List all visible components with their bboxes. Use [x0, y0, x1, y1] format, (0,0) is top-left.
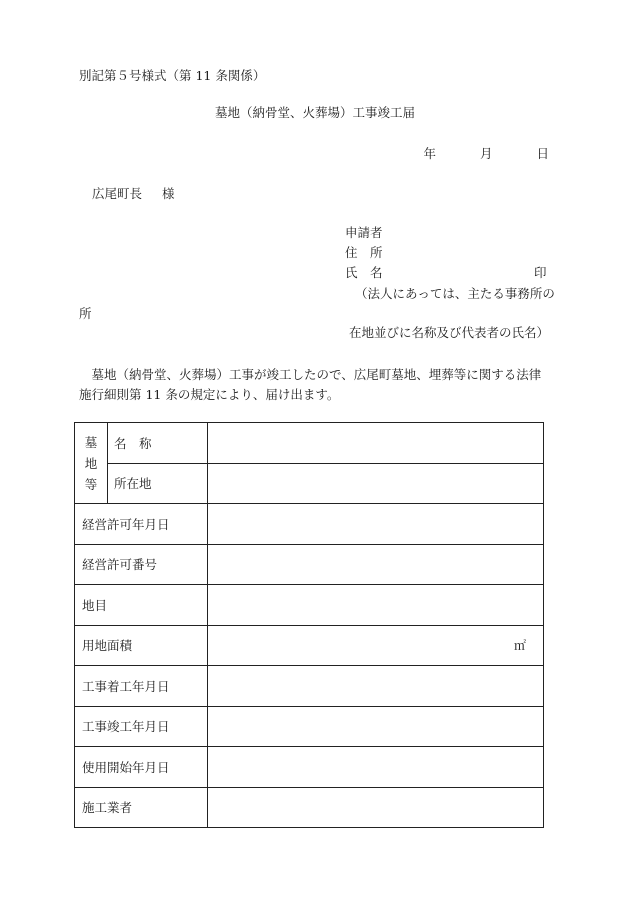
applicant-name-label: 氏 名	[345, 265, 383, 280]
cemetery-group-label	[75, 423, 108, 504]
row-label-construction-completion: 工事竣工年月日	[75, 706, 208, 747]
table-row	[75, 585, 544, 626]
addressee-name: 広尾町長	[92, 186, 143, 201]
date-day: 日	[536, 146, 549, 161]
value-permit-number[interactable]	[208, 544, 544, 585]
table-row	[75, 706, 544, 747]
body-text: 墓地（納骨堂、火葬場）工事が竣工したので、広尾町墓地、埋葬等に関する法律施行細則第 11 条の規定により、届け出ます。	[79, 367, 542, 402]
area-unit: ㎡	[513, 638, 526, 653]
addressee	[92, 188, 175, 201]
table-row	[75, 423, 544, 464]
date-line	[401, 148, 549, 161]
value-site-area[interactable]	[208, 625, 544, 666]
value-location[interactable]	[208, 463, 544, 504]
row-label-permit-number: 経営許可番号	[75, 544, 208, 585]
row-label-location: 所在地	[108, 463, 208, 504]
table-row	[75, 625, 544, 666]
value-name[interactable]	[208, 423, 544, 464]
value-contractor[interactable]	[208, 787, 544, 828]
table-row	[75, 787, 544, 828]
row-label-contractor: 施工業者	[75, 787, 208, 828]
row-label-use-start: 使用開始年月日	[75, 747, 208, 788]
date-month: 月	[479, 146, 493, 161]
row-label-name: 名 称	[108, 423, 208, 464]
group-char: 等	[84, 476, 98, 492]
row-label-site-area: 用地面積	[75, 625, 208, 666]
applicant-label: 申請者	[345, 225, 383, 240]
row-label-construction-start: 工事着工年月日	[75, 666, 208, 707]
info-table	[74, 422, 544, 828]
table-row	[75, 463, 544, 504]
group-char: 墓	[84, 434, 98, 450]
group-char: 地	[84, 455, 98, 471]
document-title: 墓地（納骨堂、火葬場）工事竣工届	[214, 105, 415, 120]
value-use-start[interactable]	[208, 747, 544, 788]
form-number: 別記第５号様式（第 11 条関係）	[79, 68, 266, 83]
corporation-note-line2: 在地並びに名称及び代表者の氏名）	[348, 325, 549, 340]
addressee-honorific: 様	[162, 186, 175, 201]
table-row	[75, 544, 544, 585]
value-land-category[interactable]	[208, 585, 544, 626]
corporation-note-wrap: 所	[79, 306, 92, 321]
applicant-address-label: 住 所	[345, 245, 383, 260]
table-row	[75, 747, 544, 788]
table-row	[75, 504, 544, 545]
date-year: 年	[423, 146, 436, 161]
seal-mark: 印	[534, 265, 547, 280]
value-permit-date[interactable]	[208, 504, 544, 545]
row-label-permit-date: 経営許可年月日	[75, 504, 208, 545]
corporation-note-line1: （法人にあっては、主たる事務所の	[355, 286, 555, 301]
value-construction-completion[interactable]	[208, 706, 544, 747]
value-construction-start[interactable]	[208, 666, 544, 707]
row-label-land-category: 地目	[75, 585, 208, 626]
table-row	[75, 666, 544, 707]
